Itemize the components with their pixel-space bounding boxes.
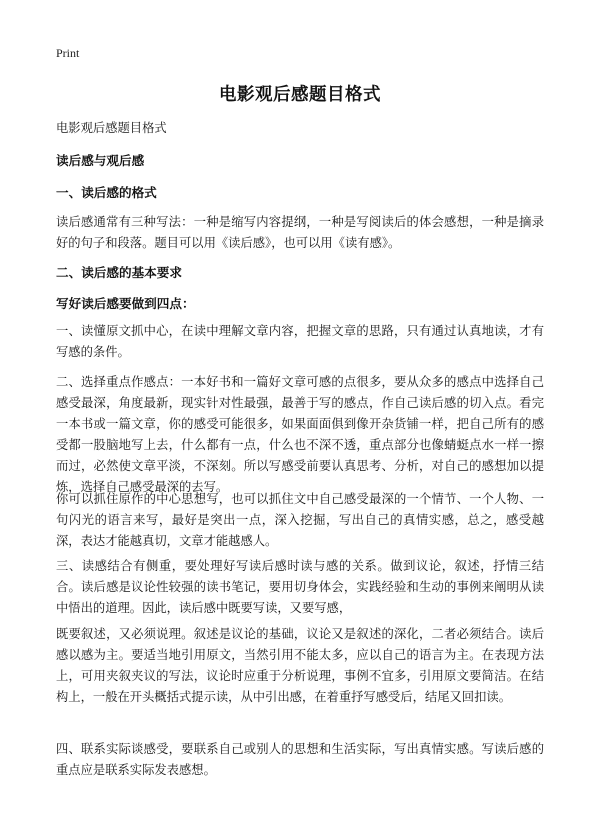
- print-link[interactable]: Print: [56, 46, 80, 60]
- paragraph-focus: 你可以抓住原作的中心思想写，也可以抓住文中自己感受最深的一个情节、一个人物、一句闪光的语言来写，最好是突出一点，深入挖掘，写出自己的真情实感，总之，感受越深，表达才能越真切，文章才能越感人。: [56, 492, 544, 548]
- heading-four-points: 写好读后感要做到四点：: [56, 296, 195, 311]
- paragraph-point-four: 四、联系实际谈感受，要联系自己或别人的思想和生活实际，写出真情实感。写读后感的重点应是联系实际发表感想。: [56, 742, 544, 777]
- paragraph-format: 读后感通常有三种写法：一种是缩写内容提纲，一种是写阅读后的体会感想，一种是摘录好的句子和段落。题目可以用《读后感》，也可以用《读有感》。: [56, 215, 544, 250]
- paragraph-point-one: 一、读懂原文抓中心，在读中理解文章内容，把握文章的思路，只有通过认真地读，才有写感的条件。: [56, 324, 544, 359]
- heading-format: 一、读后感的格式: [56, 185, 157, 200]
- paragraph-narrative: 既要叙述，又必须说理。叙述是议论的基础，议论又是叙述的深化，二者必须结合。读后感以感为主。要适当地引用原文，当然引用不能太多，应以自己的语言为主。在表现方法上，可用夹叙夹议的写法，议论时应重于分析说理，事例不宜多，引用原文要简洁。在结构上，一般在开头概括式提示读，从中引出感，在着重抒写感受后，结尾又回扣读。: [56, 627, 544, 704]
- heading-requirements: 二、读后感的基本要求: [56, 265, 182, 280]
- paragraph-point-two: 二、选择重点作感点：一本好书和一篇好文章可感的点很多，要从众多的感点中选择自己感受最深，角度最新，现实针对性最强，最善于写的感点，作自己读后感的切入点。看完一本书或一篇文章，你的感受可能很多，如果面面俱到像开杂货铺一样，把自己所有的感受都一股脑地写上去，什么都有一点，什么也不深不透，重点部分也像蜻蜓点水一样一擦而过，必然使文章平淡，不深刻。所以写感受前要认真思考、分析，对自己的感想加以提炼，选择自己感受最深的去写。: [56, 375, 544, 494]
- paragraph-point-three: 三、读感结合有侧重，要处理好写读后感时读与感的关系。做到议论，叙述，抒情三结合。读后感是议论性较强的读书笔记，要用切身体会，实践经验和生动的事例来阐明从读中悟出的道理。因此，读后感中既要写读，又要写感，: [56, 559, 544, 615]
- heading-main: 读后感与观后感: [56, 153, 145, 168]
- document-subtitle: 电影观后感题目格式: [56, 121, 167, 135]
- document-title: 电影观后感题目格式: [219, 85, 381, 105]
